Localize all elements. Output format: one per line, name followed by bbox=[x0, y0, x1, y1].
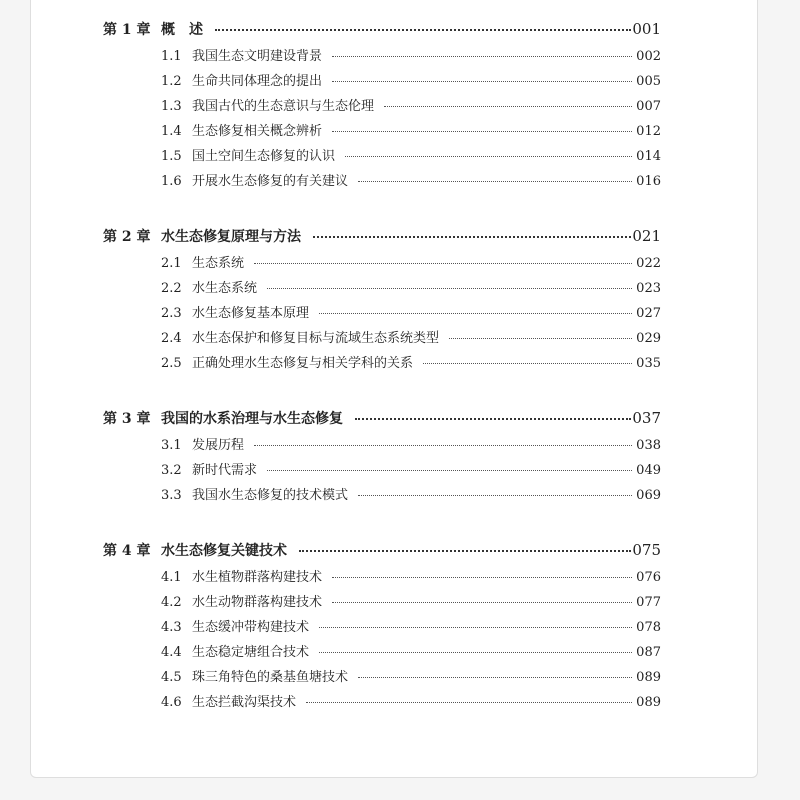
section-entry[interactable] bbox=[103, 352, 661, 377]
chapter-number: 第 4 章 bbox=[103, 543, 151, 559]
dot-leader bbox=[332, 131, 632, 132]
chapter-number: 第 2 章 bbox=[103, 229, 151, 245]
section-title: 生态拦截沟渠技术 bbox=[192, 695, 297, 710]
dot-leader bbox=[332, 81, 632, 82]
chapter-entry[interactable] bbox=[103, 19, 661, 45]
dot-leader bbox=[449, 338, 632, 339]
section-number: 4.2 bbox=[161, 595, 182, 610]
section-page-number: 012 bbox=[636, 124, 661, 139]
section-entry[interactable] bbox=[103, 484, 661, 509]
section-page-number: 016 bbox=[636, 174, 661, 189]
chapter-page-number: 075 bbox=[632, 541, 661, 559]
chapter-page-number: 037 bbox=[632, 409, 661, 427]
section-page-number: 027 bbox=[636, 306, 661, 321]
chapter-title: 水生态修复原理与方法 bbox=[161, 229, 301, 245]
chapter-number: 第 3 章 bbox=[103, 411, 151, 427]
section-page-number: 002 bbox=[636, 49, 661, 64]
section-number: 1.2 bbox=[161, 74, 182, 89]
section-page-number: 087 bbox=[636, 645, 661, 660]
section-entry[interactable] bbox=[103, 566, 661, 591]
section-title: 生态稳定塘组合技术 bbox=[192, 645, 310, 660]
section-number: 1.4 bbox=[161, 124, 182, 139]
section-entry[interactable] bbox=[103, 277, 661, 302]
section-page-number: 038 bbox=[636, 438, 661, 453]
dot-leader bbox=[345, 156, 632, 157]
section-entry[interactable] bbox=[103, 641, 661, 666]
chapter-title: 概 述 bbox=[161, 22, 203, 38]
section-title: 我国古代的生态意识与生态伦理 bbox=[192, 99, 375, 114]
section-number: 1.6 bbox=[161, 174, 182, 189]
section-entry[interactable] bbox=[103, 434, 661, 459]
section-page-number: 014 bbox=[636, 149, 661, 164]
section-entry[interactable] bbox=[103, 616, 661, 641]
chapter-block bbox=[103, 408, 661, 509]
dot-leader bbox=[423, 363, 632, 364]
section-title: 水生植物群落构建技术 bbox=[192, 570, 323, 585]
section-entry[interactable] bbox=[103, 327, 661, 352]
section-entry[interactable] bbox=[103, 666, 661, 691]
chapter-entry[interactable] bbox=[103, 408, 661, 434]
section-title: 生命共同体理念的提出 bbox=[192, 74, 323, 89]
section-number: 3.1 bbox=[161, 438, 182, 453]
section-page-number: 089 bbox=[636, 670, 661, 685]
section-number: 1.1 bbox=[161, 49, 182, 64]
section-title: 水生态保护和修复目标与流域生态系统类型 bbox=[192, 331, 440, 346]
dot-leader bbox=[299, 550, 631, 552]
section-number: 1.5 bbox=[161, 149, 182, 164]
chapter-number: 第 1 章 bbox=[103, 22, 151, 38]
section-entry[interactable] bbox=[103, 145, 661, 170]
section-number: 3.2 bbox=[161, 463, 182, 478]
section-entry[interactable] bbox=[103, 120, 661, 145]
section-title: 我国水生态修复的技术模式 bbox=[192, 488, 349, 503]
section-entry[interactable] bbox=[103, 459, 661, 484]
section-page-number: 076 bbox=[636, 570, 661, 585]
section-title: 开展水生态修复的有关建议 bbox=[192, 174, 349, 189]
section-entry[interactable] bbox=[103, 45, 661, 70]
section-title: 国土空间生态修复的认识 bbox=[192, 149, 336, 164]
section-number: 4.3 bbox=[161, 620, 182, 635]
section-entry[interactable] bbox=[103, 591, 661, 616]
chapter-page-number: 021 bbox=[632, 227, 661, 245]
section-page-number: 007 bbox=[636, 99, 661, 114]
chapter-block bbox=[103, 540, 661, 716]
dot-leader bbox=[319, 313, 632, 314]
section-number: 2.5 bbox=[161, 356, 182, 371]
section-page-number: 035 bbox=[636, 356, 661, 371]
chapter-page-number: 001 bbox=[632, 20, 661, 38]
section-number: 2.2 bbox=[161, 281, 182, 296]
dot-leader bbox=[306, 702, 632, 703]
section-number: 4.6 bbox=[161, 695, 182, 710]
section-title: 水生态修复基本原理 bbox=[192, 306, 310, 321]
section-number: 4.4 bbox=[161, 645, 182, 660]
dot-leader bbox=[215, 29, 631, 31]
section-title: 珠三角特色的桑基鱼塘技术 bbox=[192, 670, 349, 685]
dot-leader bbox=[267, 470, 632, 471]
section-title: 发展历程 bbox=[192, 438, 245, 453]
section-page-number: 005 bbox=[636, 74, 661, 89]
dot-leader bbox=[319, 652, 632, 653]
section-entry[interactable] bbox=[103, 252, 661, 277]
table-of-contents bbox=[103, 19, 661, 747]
chapter-block bbox=[103, 19, 661, 195]
section-title: 生态修复相关概念辨析 bbox=[192, 124, 323, 139]
section-entry[interactable] bbox=[103, 95, 661, 120]
section-title: 生态缓冲带构建技术 bbox=[192, 620, 310, 635]
dot-leader bbox=[267, 288, 632, 289]
section-page-number: 023 bbox=[636, 281, 661, 296]
section-page-number: 049 bbox=[636, 463, 661, 478]
dot-leader bbox=[332, 56, 632, 57]
section-page-number: 078 bbox=[636, 620, 661, 635]
dot-leader bbox=[384, 106, 632, 107]
section-entry[interactable] bbox=[103, 170, 661, 195]
section-number: 2.4 bbox=[161, 331, 182, 346]
section-number: 1.3 bbox=[161, 99, 182, 114]
section-entry[interactable] bbox=[103, 70, 661, 95]
dot-leader bbox=[254, 263, 632, 264]
section-title: 新时代需求 bbox=[192, 463, 258, 478]
section-number: 4.5 bbox=[161, 670, 182, 685]
dot-leader bbox=[332, 577, 632, 578]
dot-leader bbox=[358, 181, 632, 182]
dot-leader bbox=[319, 627, 632, 628]
chapter-title: 我国的水系治理与水生态修复 bbox=[161, 411, 343, 427]
section-title: 水生动物群落构建技术 bbox=[192, 595, 323, 610]
dot-leader bbox=[254, 445, 632, 446]
section-title: 我国生态文明建设背景 bbox=[192, 49, 323, 64]
section-page-number: 069 bbox=[636, 488, 661, 503]
section-title: 生态系统 bbox=[192, 256, 245, 271]
section-page-number: 077 bbox=[636, 595, 661, 610]
chapter-entry[interactable] bbox=[103, 540, 661, 566]
section-page-number: 029 bbox=[636, 331, 661, 346]
section-title: 水生态系统 bbox=[192, 281, 258, 296]
section-entry[interactable] bbox=[103, 302, 661, 327]
section-page-number: 022 bbox=[636, 256, 661, 271]
section-number: 3.3 bbox=[161, 488, 182, 503]
chapter-entry[interactable] bbox=[103, 226, 661, 252]
section-title: 正确处理水生态修复与相关学科的关系 bbox=[192, 356, 414, 371]
dot-leader bbox=[358, 677, 632, 678]
section-number: 4.1 bbox=[161, 570, 182, 585]
dot-leader bbox=[332, 602, 632, 603]
dot-leader bbox=[358, 495, 632, 496]
dot-leader bbox=[355, 418, 631, 420]
section-number: 2.3 bbox=[161, 306, 182, 321]
section-entry[interactable] bbox=[103, 691, 661, 716]
section-page-number: 089 bbox=[636, 695, 661, 710]
document-page bbox=[30, 0, 758, 778]
dot-leader bbox=[313, 236, 631, 238]
chapter-block bbox=[103, 226, 661, 377]
chapter-title: 水生态修复关键技术 bbox=[161, 543, 287, 559]
section-number: 2.1 bbox=[161, 256, 182, 271]
